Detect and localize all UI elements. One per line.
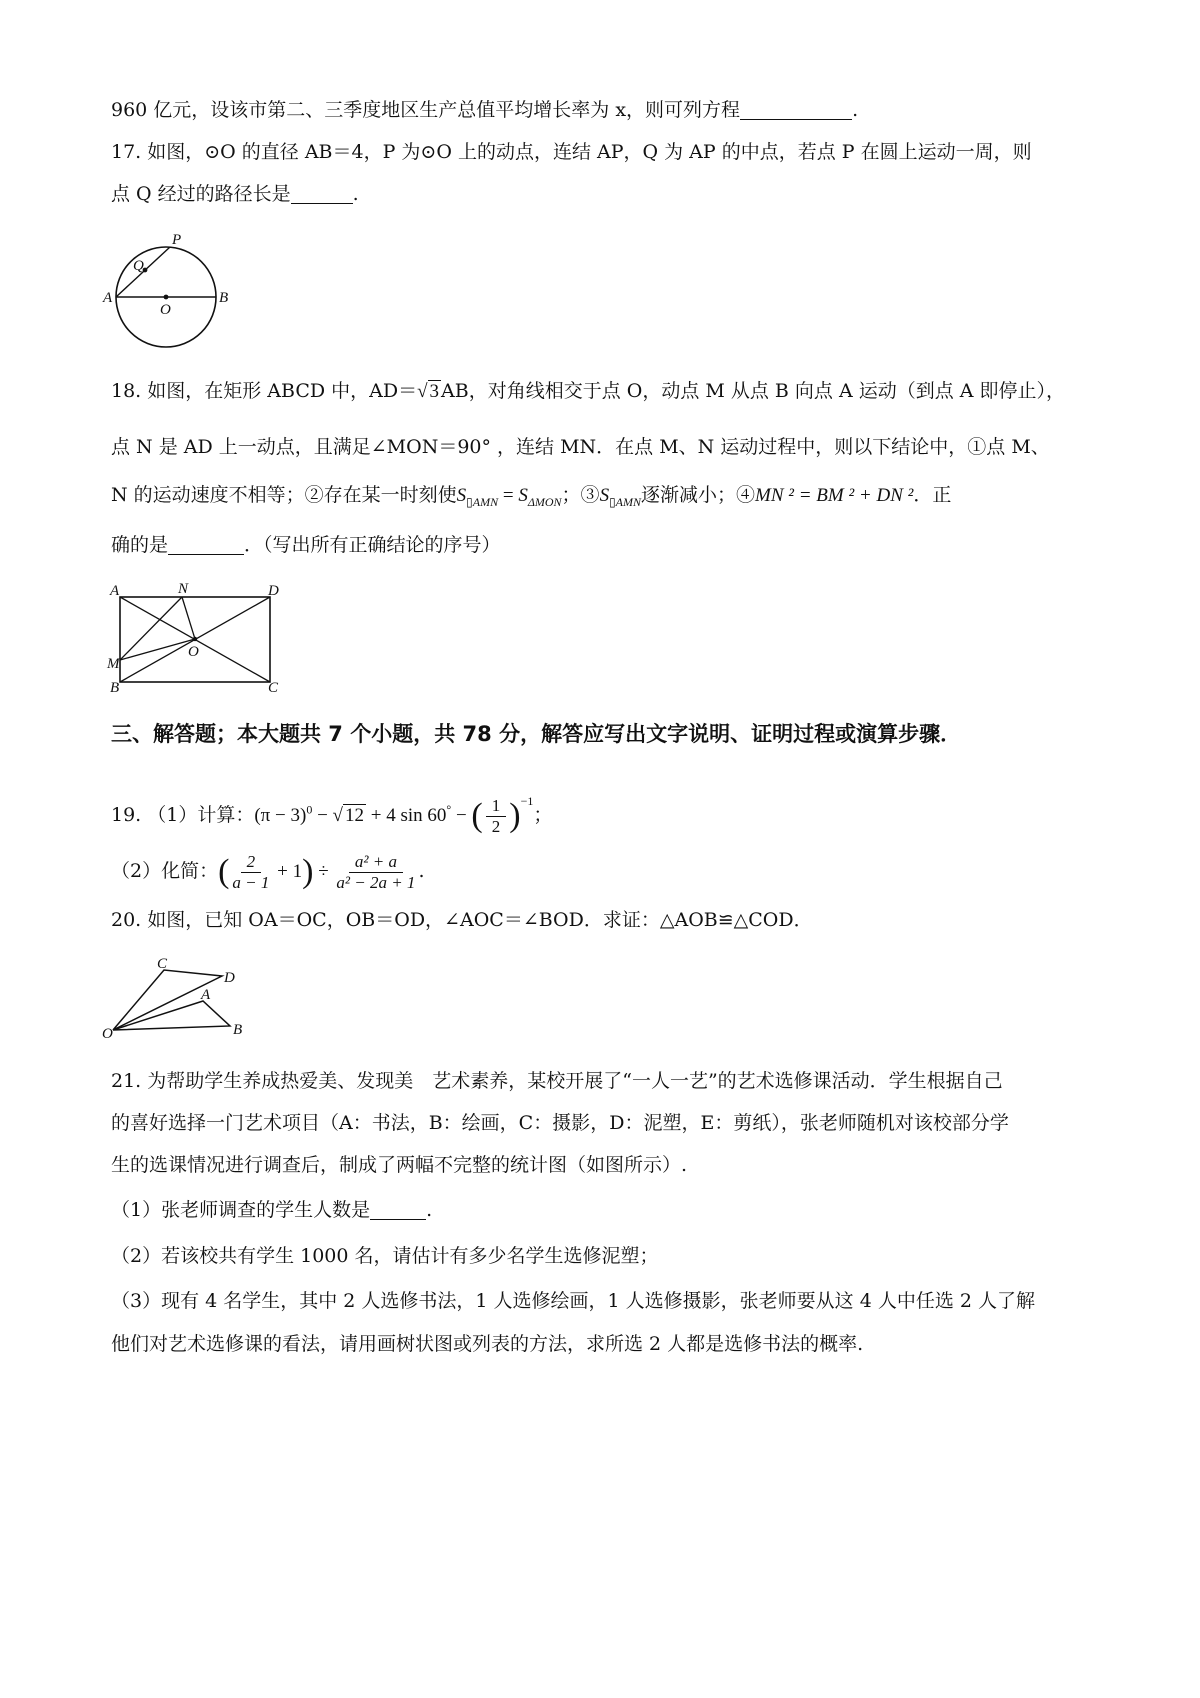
q17-text: 点 Q 经过的路径长是 bbox=[111, 183, 291, 205]
q18-line3 bbox=[111, 481, 951, 516]
q21-line2: 的喜好选择一门艺术项目（A：书法，B：绘画，C：摄影，D：泥塑，E：剪纸），张老师随机对该校部分学 bbox=[111, 1112, 1009, 1134]
q19-p1-sqrt: √ 12 bbox=[332, 805, 364, 826]
q19-p2-f1-den: a − 1 bbox=[232, 872, 270, 892]
q18-line1 bbox=[111, 377, 1065, 406]
q19-p1-a-sup: 0 bbox=[306, 802, 313, 817]
triangle-aob bbox=[113, 1001, 230, 1030]
q19-part1-label: 19. （1）计算： bbox=[111, 804, 255, 826]
q18-formula4: MN ² = BM ² + DN ² bbox=[755, 485, 914, 506]
label-n: N bbox=[178, 581, 189, 597]
q17-end: . bbox=[352, 183, 359, 205]
q18-eq: = bbox=[498, 485, 519, 506]
q19-p1-deg: ° bbox=[446, 802, 452, 817]
q19-p1-b: − bbox=[312, 805, 333, 826]
q18-text-3d: ．正 bbox=[913, 484, 952, 506]
paren-right: ) bbox=[302, 853, 314, 890]
label-q: Q bbox=[133, 258, 144, 274]
label-o: O bbox=[160, 302, 171, 318]
q21-sub3-line1: （3）现有 4 名学生，其中 2 人选修书法，1 人选修绘画，1 人选修摄影，张老师要从这 4 人中任选 2 人了解 bbox=[111, 1290, 1036, 1312]
label-c: C bbox=[268, 680, 279, 696]
q18-text-4a: 确的是 bbox=[111, 534, 169, 556]
q19-p1-exp: −1 bbox=[520, 794, 534, 808]
label-b: B bbox=[219, 290, 229, 306]
segment-mn bbox=[120, 597, 182, 660]
label-p: P bbox=[172, 232, 182, 248]
q19-p1-fraction bbox=[486, 796, 507, 837]
q18-line2: 点 N 是 AD 上一动点，且满足∠MON＝90° ，连结 MN．在点 M、N 运动过程中，则以下结论中，①点 M、 bbox=[111, 436, 1050, 458]
label-d: D bbox=[268, 583, 279, 599]
q21-sub1-text: （1）张老师调查的学生人数是 bbox=[111, 1199, 371, 1221]
q20-line: 20. 如图，已知 OA＝OC，OB＝OD，∠AOC＝∠BOD．求证：△AOB≌△COD． bbox=[111, 909, 813, 931]
segment-mo bbox=[120, 639, 195, 660]
q19-p1-d: − bbox=[451, 805, 472, 826]
q18-rectangle-figure bbox=[102, 578, 292, 698]
point-o bbox=[193, 637, 197, 641]
q21-line3: 生的选课情况进行调查后，制成了两幅不完整的统计图（如图所示）. bbox=[111, 1154, 688, 1176]
q18-s-amn: S bbox=[456, 485, 467, 506]
q19-p2-f2-den: a² − 2a + 1 bbox=[336, 872, 416, 892]
paren-right: ) bbox=[509, 797, 521, 834]
q16-tail-line bbox=[111, 96, 858, 124]
q19-p1-end: ； bbox=[533, 804, 553, 826]
q16-end: . bbox=[852, 99, 859, 121]
paren-left: ( bbox=[471, 797, 483, 834]
label-b: B bbox=[110, 680, 120, 696]
label-a: A bbox=[201, 987, 211, 1003]
q17-circle-figure bbox=[100, 228, 250, 358]
q18-text-1a: 18. 如图，在矩形 ABCD 中，AD＝ bbox=[111, 380, 418, 402]
q19-p1-radicand: 12 bbox=[344, 805, 364, 826]
q18-sub-mon: ΔMON bbox=[527, 494, 562, 509]
label-a: A bbox=[110, 583, 120, 599]
q21-sub3-line2: 他们对艺术选修课的看法，请用画树状图或列表的方法，求所选 2 人都是选修书法的概率. bbox=[111, 1333, 864, 1355]
q19-p1-frac-num: 1 bbox=[486, 796, 507, 817]
label-c: C bbox=[157, 956, 168, 972]
q21-sub2: （2）若该校共有学生 1000 名，请估计有多少名学生选修泥塑； bbox=[111, 1245, 659, 1267]
q19-part1 bbox=[111, 778, 552, 839]
q18-sub-amn: ▯AMN bbox=[466, 494, 499, 509]
q17-line2 bbox=[111, 180, 359, 208]
q21-line1: 21. 为帮助学生养成热爱美、发现美 艺术素养，某校开展了“一人一艺”的艺术选修课活动．学生根据自己 bbox=[111, 1070, 1003, 1092]
q18-text-1b: AB，对角线相交于点 O，动点 M 从点 B 向点 A 运动（到点 A 即停止）， bbox=[441, 380, 1066, 402]
label-b: B bbox=[233, 1022, 243, 1038]
q18-line4 bbox=[111, 531, 501, 559]
label-o: O bbox=[102, 1026, 113, 1042]
q19-p2-end: . bbox=[418, 860, 425, 882]
label-d: D bbox=[224, 970, 235, 986]
q19-part2-label: （2）化简： bbox=[111, 860, 219, 882]
q16-answer-blank[interactable] bbox=[740, 99, 852, 120]
q18-text-4b: ．（写出所有正确结论的序号） bbox=[244, 534, 501, 556]
q18-answer-blank[interactable] bbox=[168, 534, 244, 555]
q18-text-3b: ；③ bbox=[561, 484, 600, 506]
paren-left: ( bbox=[218, 853, 230, 890]
label-a: A bbox=[103, 290, 113, 306]
q19-p2-fraction-2 bbox=[336, 852, 415, 893]
q16-text: 960 亿元，设该市第二、三季度地区生产总值平均增长率为 x，则可列方程 bbox=[111, 99, 741, 121]
q18-s-mon: S bbox=[518, 485, 528, 506]
q18-s-amn-2: S bbox=[599, 485, 610, 506]
q19-p1-a: (π − 3) bbox=[254, 805, 307, 826]
q19-p2-f2-num: a² + a bbox=[349, 852, 403, 873]
q19-p2-fraction-1 bbox=[232, 852, 269, 893]
q17-answer-blank[interactable] bbox=[291, 183, 353, 204]
q19-p2-f1-num: 2 bbox=[241, 852, 262, 873]
q21-sub1 bbox=[111, 1196, 432, 1224]
q18-sqrt-radicand: 3 bbox=[429, 381, 440, 402]
q18-sqrt: √ 3 bbox=[417, 381, 440, 402]
q21-sub1-end: . bbox=[426, 1199, 433, 1221]
q20-triangles-figure bbox=[100, 952, 260, 1042]
q18-sub-amn-2: ▯AMN bbox=[609, 494, 641, 509]
q18-text-3c: 逐渐减小；④ bbox=[641, 484, 756, 506]
label-o: O bbox=[188, 644, 199, 660]
q17-line1: 17. 如图，⊙O 的直径 AB＝4，P 为⊙O 上的动点，连结 AP，Q 为 AP 的中点，若点 P 在圆上运动一周，则 bbox=[111, 141, 1032, 163]
q18-text-3a: N 的运动速度不相等；②存在某一时刻使 bbox=[111, 484, 457, 506]
q21-answer-blank[interactable] bbox=[370, 1199, 426, 1220]
q19-part2 bbox=[111, 848, 424, 895]
section-3-heading: 三、解答题；本大题共 7 个小题，共 78 分，解答应写出文字说明、证明过程或演算步骤． bbox=[111, 722, 962, 746]
q19-p1-frac-den: 2 bbox=[491, 816, 501, 836]
point-o bbox=[164, 295, 169, 300]
q19-p1-c: + 4 sin 60 bbox=[365, 805, 447, 826]
label-m: M bbox=[107, 656, 120, 672]
q19-p2-plus: + 1 bbox=[272, 861, 303, 882]
q19-p2-div: ÷ bbox=[313, 861, 334, 882]
